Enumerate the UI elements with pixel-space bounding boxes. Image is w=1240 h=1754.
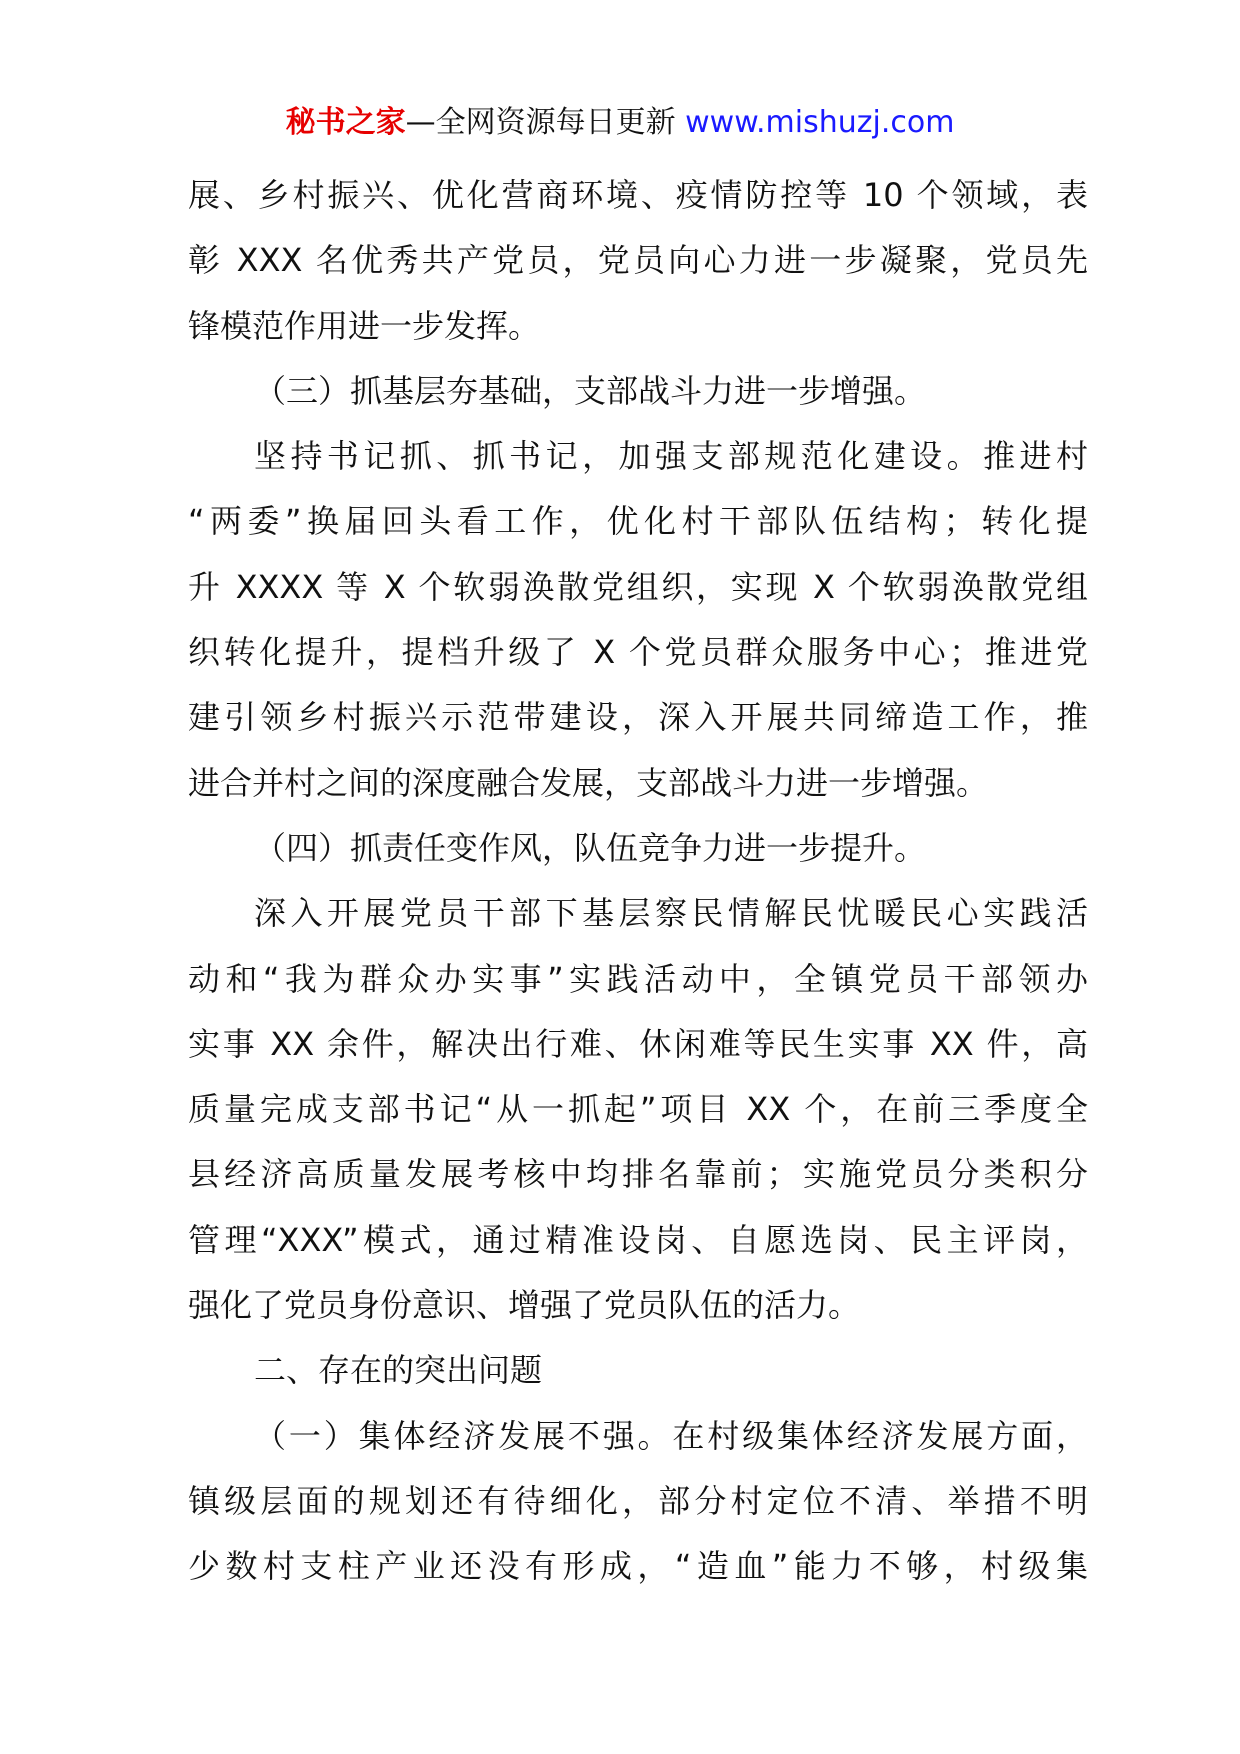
text-line: 织转化提升，提档升级了 X 个党员群众服务中心；推进党: [188, 633, 1088, 672]
section-heading: 二、存在的突出问题: [254, 1351, 543, 1390]
text-line: 实事 XX 余件，解决出行难、休闲难等民生实事 XX 件，高: [188, 1024, 1088, 1063]
text-line: 镇级层面的规划还有待细化，部分村定位不清、举措不明: [188, 1481, 1088, 1520]
text-line: 建引领乡村振兴示范带建设，深入开展共同缔造工作，推: [188, 698, 1088, 737]
text-line: 升 XXXX 等 X 个软弱涣散党组织，实现 X 个软弱涣散党组: [188, 567, 1088, 606]
text-line: “两委”换届回头看工作，优化村干部队伍结构；转化提: [188, 502, 1088, 541]
header-tagline: —全网资源每日更新: [405, 105, 686, 140]
text-line: 进合并村之间的深度融合发展，支部战斗力进一步增强。: [188, 763, 989, 802]
text-line: 少数村支柱产业还没有形成，“造血”能力不够，村级集: [188, 1547, 1088, 1586]
text-line: 坚持书记抓、抓书记，加强支部规范化建设。推进村: [254, 437, 1088, 476]
brand-name: 秘书之家: [285, 105, 406, 140]
website-link[interactable]: www.mishuzj.com: [685, 105, 955, 140]
section-heading: （四）抓责任变作风，队伍竞争力进一步提升。: [254, 828, 927, 867]
document-body: [188, 163, 1088, 1600]
text-line: 县经济高质量发展考核中均排名靠前；实施党员分类积分: [188, 1155, 1088, 1194]
page-header: [0, 98, 1240, 148]
text-line: （一）集体经济发展不强。在村级集体经济发展方面，: [254, 1416, 1088, 1455]
text-line: 锋模范作用进一步发挥。: [188, 306, 541, 345]
text-line: 管理“XXX”模式，通过精准设岗、自愿选岗、民主评岗，: [188, 1220, 1088, 1259]
text-line: 深入开展党员干部下基层察民情解民忧暖民心实践活: [254, 894, 1088, 933]
text-line: 展、乡村振兴、优化营商环境、疫情防控等 10 个领域，表: [188, 176, 1088, 214]
text-line: 彰 XXX 名优秀共产党员，党员向心力进一步凝聚，党员先: [188, 241, 1088, 280]
text-line: 质量完成支部书记“从一抓起”项目 XX 个，在前三季度全: [188, 1090, 1088, 1129]
text-line: 强化了党员身份意识、增强了党员队伍的活力。: [188, 1286, 861, 1325]
text-line: 动和“我为群众办实事”实践活动中，全镇党员干部领办: [188, 959, 1088, 998]
section-heading: （三）抓基层夯基础，支部战斗力进一步增强。: [254, 371, 927, 410]
